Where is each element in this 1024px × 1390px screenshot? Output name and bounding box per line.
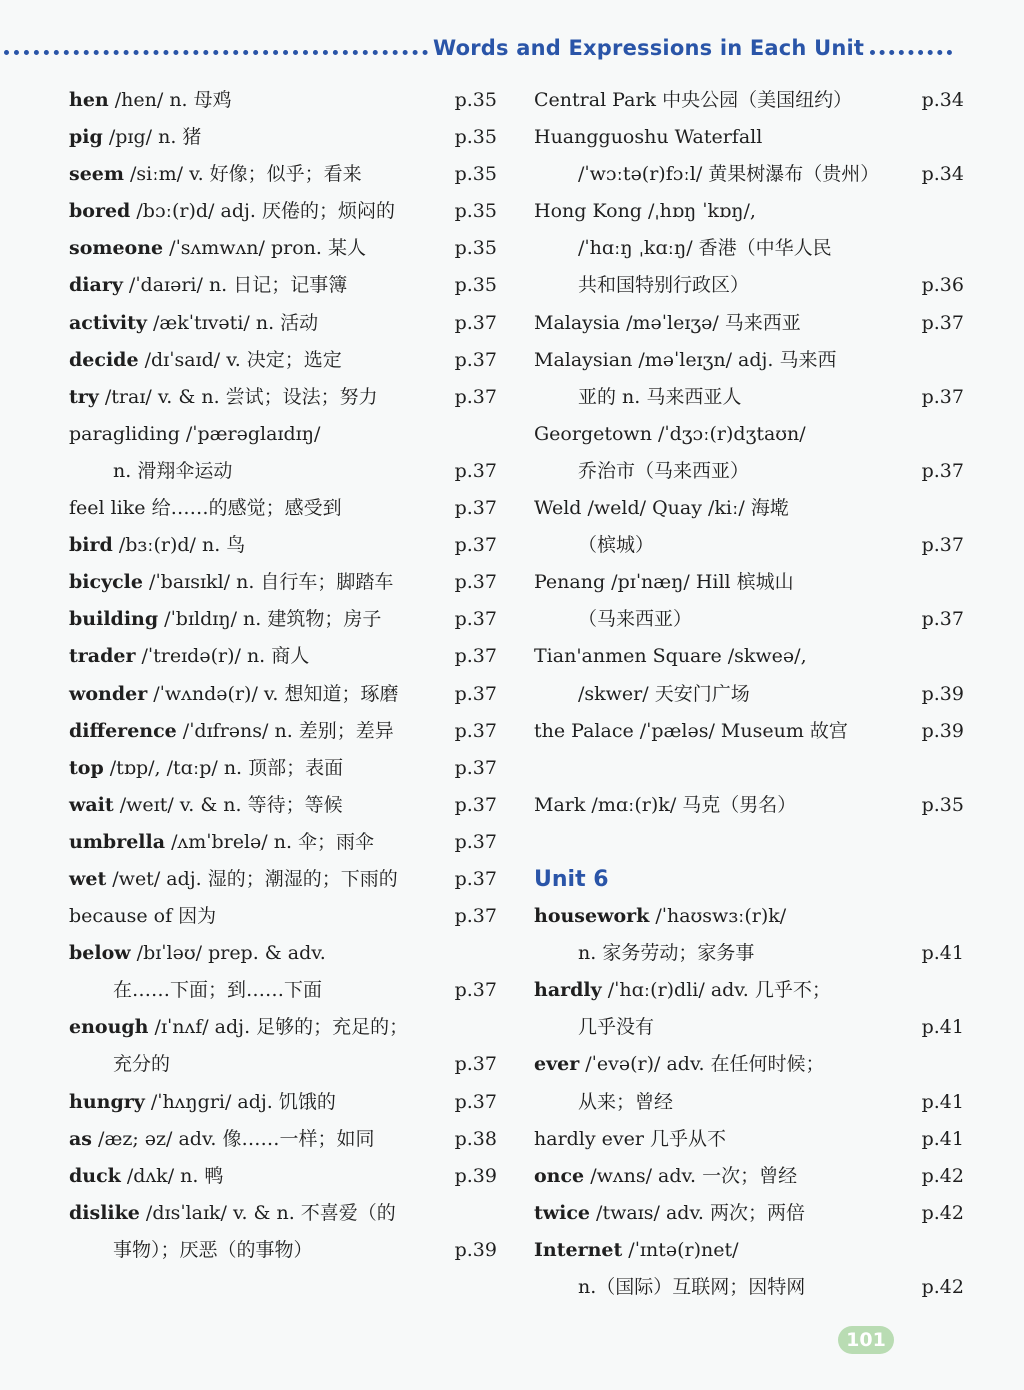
entry-definition: 共和国特别行政区） bbox=[578, 274, 750, 297]
page-reference: p.39 bbox=[921, 682, 964, 705]
word-entry-line bbox=[69, 1121, 497, 1158]
page-reference: p.35 bbox=[454, 89, 497, 111]
word-entry-line bbox=[534, 490, 964, 527]
word-entry-line bbox=[534, 1121, 964, 1158]
word-entry-line bbox=[69, 267, 497, 304]
entry-text bbox=[69, 868, 398, 890]
page-reference: p.37 bbox=[921, 459, 964, 482]
entry-text bbox=[69, 757, 343, 779]
entry-text bbox=[69, 386, 378, 408]
word-entry-line bbox=[69, 1084, 497, 1121]
entry-text bbox=[69, 497, 342, 519]
word-entry-line bbox=[534, 379, 964, 416]
word-entry-line bbox=[69, 750, 497, 787]
word-entry-line bbox=[534, 416, 964, 453]
entry-definition: （槟城） bbox=[578, 534, 655, 557]
page-reference: p.38 bbox=[454, 1127, 497, 1150]
entry-text bbox=[69, 1128, 375, 1150]
entry-text bbox=[534, 237, 832, 259]
entry-text bbox=[69, 349, 342, 371]
entry-text bbox=[69, 905, 216, 927]
headword: diary bbox=[69, 274, 123, 297]
page-reference: p.37 bbox=[454, 348, 497, 371]
entry-text bbox=[69, 608, 381, 630]
entry-definition: /ækˈtɪvəti/ n. 活动 bbox=[146, 311, 319, 334]
unit-heading: Unit 6 bbox=[534, 866, 609, 892]
entry-definition: /ˈwɔːtə(r)fɔːl/ 黄果树瀑布（贵州） bbox=[578, 163, 880, 186]
entry-text bbox=[69, 1239, 313, 1261]
word-entry-line bbox=[534, 638, 964, 675]
entry-definition: hardly ever 几乎从不 bbox=[534, 1127, 727, 1150]
entry-definition: /ˈɪntə(r)net/ bbox=[622, 1238, 739, 1261]
entry-text bbox=[534, 89, 852, 111]
entry-definition: /tɒp/, /tɑːp/ n. 顶部；表面 bbox=[103, 756, 344, 779]
word-entry-line bbox=[69, 490, 497, 527]
entry-definition: Huangguoshu Waterfall bbox=[534, 126, 763, 149]
entry-text bbox=[534, 1202, 805, 1224]
entry-definition: /wʌns/ adv. 一次；曾经 bbox=[584, 1164, 798, 1187]
word-entry-line bbox=[534, 119, 964, 156]
entry-definition: /bɔː(r)d/ adj. 厌倦的；烦闷的 bbox=[130, 200, 395, 223]
headword: top bbox=[69, 756, 104, 779]
entry-definition: /wet/ adj. 湿的；潮湿的；下雨的 bbox=[106, 867, 398, 890]
entry-definition: paragliding /ˈpærəglaɪdɪŋ/ bbox=[69, 422, 321, 445]
word-entry-line bbox=[69, 601, 497, 638]
page-reference: p.37 bbox=[454, 1090, 497, 1113]
headword: try bbox=[69, 385, 99, 408]
entry-text bbox=[534, 571, 794, 593]
left-word-column bbox=[69, 82, 497, 1269]
entry-definition: Central Park 中央公园（美国纽约） bbox=[534, 89, 853, 111]
entry-definition: （马来西亚） bbox=[578, 608, 693, 631]
entry-text bbox=[69, 1016, 408, 1038]
word-entry-line bbox=[534, 564, 964, 601]
word-entry-line bbox=[534, 267, 964, 304]
entry-text bbox=[534, 1016, 654, 1038]
page-reference: p.37 bbox=[454, 311, 497, 334]
entry-definition: /ˈdɪfrəns/ n. 差别；差异 bbox=[176, 719, 394, 742]
page-reference: p.42 bbox=[921, 1201, 964, 1224]
entry-text bbox=[534, 1276, 805, 1298]
page-reference: p.37 bbox=[454, 1053, 497, 1076]
entry-definition: n. 家务劳动；家务事 bbox=[578, 942, 755, 965]
headword: building bbox=[69, 608, 159, 631]
page-reference: p.39 bbox=[454, 1238, 497, 1261]
headword: dislike bbox=[69, 1201, 140, 1224]
entry-text bbox=[534, 349, 837, 371]
word-entry-line bbox=[534, 156, 964, 193]
entry-text bbox=[534, 683, 750, 705]
word-entry-line bbox=[534, 453, 964, 490]
page-reference: p.37 bbox=[454, 905, 497, 928]
page-reference: p.35 bbox=[921, 793, 964, 816]
page-reference: p.36 bbox=[921, 274, 964, 297]
entry-definition: 几乎没有 bbox=[578, 1016, 655, 1039]
page-reference: p.34 bbox=[921, 89, 964, 111]
entry-text bbox=[69, 274, 347, 296]
entry-definition: /bɪˈləʊ/ prep. & adv. bbox=[130, 942, 326, 965]
entry-text bbox=[534, 645, 807, 667]
entry-definition: 在……下面；到……下面 bbox=[113, 979, 323, 1002]
entry-definition: 事物）；厌恶（的事物） bbox=[113, 1238, 313, 1261]
word-entry-line bbox=[534, 713, 964, 750]
headword: difference bbox=[69, 719, 177, 742]
headword: bicycle bbox=[69, 571, 143, 594]
page-reference: p.37 bbox=[454, 793, 497, 816]
page-reference: p.39 bbox=[921, 719, 964, 742]
entry-text bbox=[69, 571, 393, 593]
entry-definition: /ˈbɪldɪŋ/ n. 建筑物；房子 bbox=[158, 608, 382, 631]
page-reference: p.37 bbox=[454, 682, 497, 705]
entry-text bbox=[534, 905, 786, 927]
entry-text bbox=[534, 312, 801, 334]
entry-text bbox=[69, 720, 394, 742]
page-reference: p.35 bbox=[454, 274, 497, 297]
entry-definition: /traɪ/ v. & n. 尝试；设法；努力 bbox=[98, 385, 378, 408]
word-entry-line bbox=[534, 342, 964, 379]
headword: wait bbox=[69, 793, 114, 816]
word-entry-line bbox=[69, 156, 497, 193]
entry-definition: /siːm/ v. 好像；似乎；看来 bbox=[123, 163, 362, 186]
page-reference: p.42 bbox=[921, 1164, 964, 1187]
entry-text bbox=[69, 794, 343, 816]
entry-text bbox=[534, 163, 879, 185]
page-reference: p.35 bbox=[454, 200, 497, 223]
word-entry-line bbox=[69, 1009, 497, 1046]
word-entry-line bbox=[534, 1158, 964, 1195]
headword: seem bbox=[69, 163, 124, 186]
word-entry-line bbox=[534, 898, 964, 935]
spacer-line bbox=[534, 824, 964, 861]
headword: twice bbox=[534, 1201, 591, 1224]
word-entry-line bbox=[69, 527, 497, 564]
headword: enough bbox=[69, 1016, 149, 1039]
entry-text bbox=[69, 979, 322, 1001]
page-reference: p.35 bbox=[454, 126, 497, 149]
entry-definition: Malaysian /məˈleɪʒn/ adj. 马来西 bbox=[534, 348, 837, 371]
word-entry-line bbox=[69, 972, 497, 1009]
headword: someone bbox=[69, 237, 164, 260]
headword: trader bbox=[69, 645, 136, 668]
right-word-column bbox=[534, 82, 964, 1306]
word-entry-line bbox=[534, 1009, 964, 1046]
headword: activity bbox=[69, 311, 147, 334]
word-entry-line bbox=[69, 119, 497, 156]
entry-definition: /weɪt/ v. & n. 等待；等候 bbox=[113, 793, 343, 816]
header-title: Words and Expressions in Each Unit bbox=[433, 36, 865, 60]
page-reference: p.42 bbox=[921, 1276, 964, 1298]
word-entry-line bbox=[534, 787, 964, 824]
entry-definition: 充分的 bbox=[113, 1053, 171, 1076]
headword: wonder bbox=[69, 682, 148, 705]
entry-text bbox=[69, 1091, 336, 1113]
entry-definition: /ˈsʌmwʌn/ pron. 某人 bbox=[163, 237, 366, 260]
page-reference: p.37 bbox=[454, 719, 497, 742]
entry-text bbox=[69, 312, 318, 334]
word-entry-line bbox=[69, 787, 497, 824]
entry-definition: /æz; əz/ adv. 像……一样；如同 bbox=[92, 1127, 375, 1150]
entry-definition: /pɪg/ n. 猪 bbox=[102, 126, 202, 149]
headword: below bbox=[69, 942, 131, 965]
entry-definition: Weld /weld/ Quay /kiː/ 海墘 bbox=[534, 497, 789, 520]
entry-text bbox=[534, 200, 756, 222]
word-entry-line bbox=[534, 676, 964, 713]
entry-text bbox=[534, 608, 692, 630]
entry-text bbox=[69, 200, 395, 222]
headword: hardly bbox=[534, 979, 602, 1002]
word-entry-line bbox=[69, 1046, 497, 1083]
page-reference: p.41 bbox=[921, 1090, 964, 1113]
entry-definition: Malaysia /məˈleɪʒə/ 马来西亚 bbox=[534, 311, 801, 334]
page-reference: p.35 bbox=[454, 237, 497, 260]
word-entry-line bbox=[534, 1269, 964, 1306]
entry-definition: 从来；曾经 bbox=[578, 1090, 674, 1113]
word-entry-line bbox=[69, 453, 497, 490]
word-entry-line bbox=[534, 82, 964, 119]
word-entry-line bbox=[69, 564, 497, 601]
word-entry-line bbox=[69, 342, 497, 379]
header-dotted-rule-left bbox=[4, 50, 428, 55]
word-entry-line bbox=[534, 935, 964, 972]
page-reference: p.37 bbox=[454, 830, 497, 853]
entry-text bbox=[534, 534, 654, 556]
entry-definition: 乔治市（马来西亚） bbox=[578, 459, 750, 482]
word-entry-line bbox=[534, 527, 964, 564]
entry-definition: Penang /pɪˈnæŋ/ Hill 槟城山 bbox=[534, 571, 794, 594]
page-reference: p.37 bbox=[454, 608, 497, 631]
word-entry-line bbox=[69, 713, 497, 750]
entry-definition: feel like 给……的感觉；感受到 bbox=[69, 497, 342, 520]
entry-definition: /ˈdaɪəri/ n. 日记；记事簿 bbox=[122, 274, 348, 297]
entry-definition: /ˈevə(r)/ adv. 在任何时候； bbox=[579, 1053, 825, 1076]
entry-definition: /ˈhɑː(r)dli/ adv. 几乎不； bbox=[601, 979, 831, 1002]
entry-definition: Hong Kong /ˌhɒŋ ˈkɒŋ/, bbox=[534, 200, 756, 223]
headword: as bbox=[69, 1127, 93, 1150]
page-number-badge: 101 bbox=[838, 1326, 894, 1354]
word-entry-line bbox=[534, 1084, 964, 1121]
page-reference: p.37 bbox=[454, 534, 497, 557]
page-reference: p.37 bbox=[921, 385, 964, 408]
word-entry-line bbox=[534, 193, 964, 230]
page-reference: p.34 bbox=[921, 163, 964, 186]
entry-definition: 亚的 n. 马来西亚人 bbox=[578, 385, 742, 408]
entry-text bbox=[534, 720, 848, 742]
headword: hen bbox=[69, 89, 109, 111]
entry-definition: Tian'anmen Square /skweə/, bbox=[534, 645, 807, 668]
headword: housework bbox=[534, 905, 650, 928]
headword: pig bbox=[69, 126, 103, 149]
entry-text bbox=[534, 386, 741, 408]
entry-definition: /bɜː(r)d/ n. 鸟 bbox=[112, 534, 246, 557]
entry-definition: /ˈhaʊswɜː(r)k/ bbox=[649, 905, 787, 928]
word-entry-line bbox=[69, 638, 497, 675]
word-entry-line bbox=[69, 1158, 497, 1195]
entry-definition: /ˈtreɪdə(r)/ n. 商人 bbox=[135, 645, 310, 668]
page-reference: p.35 bbox=[454, 163, 497, 186]
entry-definition: /ɪˈnʌf/ adj. 足够的；充足的； bbox=[148, 1016, 409, 1039]
entry-definition: /hen/ n. 母鸡 bbox=[108, 89, 232, 111]
page-reference: p.39 bbox=[454, 1164, 497, 1187]
entry-text bbox=[534, 942, 754, 964]
word-entry-line bbox=[69, 824, 497, 861]
entry-definition: /twaɪs/ adv. 两次；两倍 bbox=[590, 1201, 805, 1224]
entry-definition: Mark /mɑː(r)k/ 马克（男名） bbox=[534, 793, 797, 816]
word-entry-line bbox=[69, 82, 497, 119]
word-entry-line bbox=[69, 379, 497, 416]
entry-definition: n. 滑翔伞运动 bbox=[113, 459, 233, 482]
entry-text bbox=[69, 1165, 223, 1187]
entry-definition: /dɪˈsaɪd/ v. 决定；选定 bbox=[138, 348, 342, 371]
entry-text bbox=[69, 163, 362, 185]
entry-text bbox=[69, 1202, 396, 1224]
headword: duck bbox=[69, 1164, 121, 1187]
word-entry-line bbox=[69, 676, 497, 713]
headword: Internet bbox=[534, 1238, 623, 1261]
entry-text bbox=[69, 126, 201, 148]
page-header bbox=[0, 36, 1024, 66]
page-reference: p.37 bbox=[454, 459, 497, 482]
headword: bird bbox=[69, 534, 113, 557]
page-reference: p.37 bbox=[454, 979, 497, 1002]
word-entry-line bbox=[69, 898, 497, 935]
entry-text bbox=[69, 683, 398, 705]
word-entry-line bbox=[534, 1232, 964, 1269]
entry-text bbox=[534, 1091, 673, 1113]
word-entry-line bbox=[534, 601, 964, 638]
headword: umbrella bbox=[69, 830, 166, 853]
entry-text bbox=[534, 274, 749, 296]
entry-text bbox=[69, 831, 374, 853]
page-reference: p.37 bbox=[454, 645, 497, 668]
word-entry-line bbox=[69, 193, 497, 230]
word-entry-line bbox=[534, 305, 964, 342]
entry-definition: /ˈhʌŋgri/ adj. 饥饿的 bbox=[144, 1090, 336, 1113]
entry-text bbox=[534, 1239, 739, 1261]
headword: once bbox=[534, 1164, 585, 1187]
word-entry-line bbox=[534, 1195, 964, 1232]
entry-definition: /ˈwʌndə(r)/ v. 想知道；琢磨 bbox=[147, 682, 399, 705]
entry-text bbox=[534, 979, 831, 1001]
word-entry-line bbox=[534, 1046, 964, 1083]
page-reference: p.41 bbox=[921, 1127, 964, 1150]
page-reference: p.37 bbox=[454, 571, 497, 594]
headword: decide bbox=[69, 348, 139, 371]
entry-definition: because of 因为 bbox=[69, 905, 217, 928]
entry-text bbox=[69, 645, 309, 667]
headword: hungry bbox=[69, 1090, 145, 1113]
entry-definition: /dʌk/ n. 鸭 bbox=[120, 1164, 224, 1187]
headword: bored bbox=[69, 200, 131, 223]
word-entry-line bbox=[69, 935, 497, 972]
spacer-line bbox=[534, 750, 964, 787]
word-entry-line bbox=[69, 416, 497, 453]
entry-text bbox=[69, 942, 326, 964]
entry-text bbox=[69, 534, 245, 556]
header-dotted-rule-right bbox=[870, 50, 952, 55]
entry-text bbox=[69, 423, 320, 445]
entry-text bbox=[534, 1128, 726, 1150]
word-entry-line bbox=[69, 1232, 497, 1269]
entry-text bbox=[534, 794, 796, 816]
page-reference: p.37 bbox=[454, 497, 497, 520]
entry-definition: the Palace /ˈpæləs/ Museum 故宫 bbox=[534, 719, 848, 742]
page-reference: p.37 bbox=[454, 867, 497, 890]
entry-text bbox=[534, 1165, 797, 1187]
page-reference: p.37 bbox=[454, 756, 497, 779]
entry-text bbox=[69, 1053, 170, 1075]
word-entry-line bbox=[534, 972, 964, 1009]
headword: ever bbox=[534, 1053, 580, 1076]
headword: wet bbox=[69, 867, 107, 890]
word-entry-line bbox=[534, 230, 964, 267]
page-reference: p.41 bbox=[921, 942, 964, 965]
word-entry-line bbox=[534, 861, 964, 898]
entry-definition: Georgetown /ˈdʒɔː(r)dʒtaʊn/ bbox=[534, 422, 806, 445]
page-reference: p.37 bbox=[454, 385, 497, 408]
word-entry-line bbox=[69, 861, 497, 898]
entry-text bbox=[69, 460, 232, 482]
entry-text bbox=[534, 126, 762, 148]
entry-definition: /ʌmˈbrelə/ n. 伞；雨伞 bbox=[165, 830, 375, 853]
entry-definition: /skwer/ 天安门广场 bbox=[578, 682, 750, 705]
entry-text bbox=[534, 460, 749, 482]
page-reference: p.37 bbox=[921, 311, 964, 334]
entry-text bbox=[534, 423, 806, 445]
page-reference: p.41 bbox=[921, 1016, 964, 1039]
word-entry-line bbox=[69, 1195, 497, 1232]
entry-definition: n.（国际）互联网；因特网 bbox=[578, 1276, 806, 1298]
page-reference: p.37 bbox=[921, 534, 964, 557]
entry-definition: /dɪsˈlaɪk/ v. & n. 不喜爱（的 bbox=[139, 1201, 396, 1224]
entry-definition: /ˈbaɪsɪkl/ n. 自行车；脚踏车 bbox=[143, 571, 394, 594]
word-entry-line bbox=[69, 305, 497, 342]
entry-text bbox=[534, 1053, 825, 1075]
word-entry-line bbox=[69, 230, 497, 267]
entry-text bbox=[69, 89, 232, 111]
entry-text bbox=[534, 497, 789, 519]
entry-definition: /ˈhɑːŋ ˌkɑːŋ/ 香港（中华人民 bbox=[578, 237, 832, 260]
entry-text bbox=[69, 237, 366, 259]
page-reference: p.37 bbox=[921, 608, 964, 631]
